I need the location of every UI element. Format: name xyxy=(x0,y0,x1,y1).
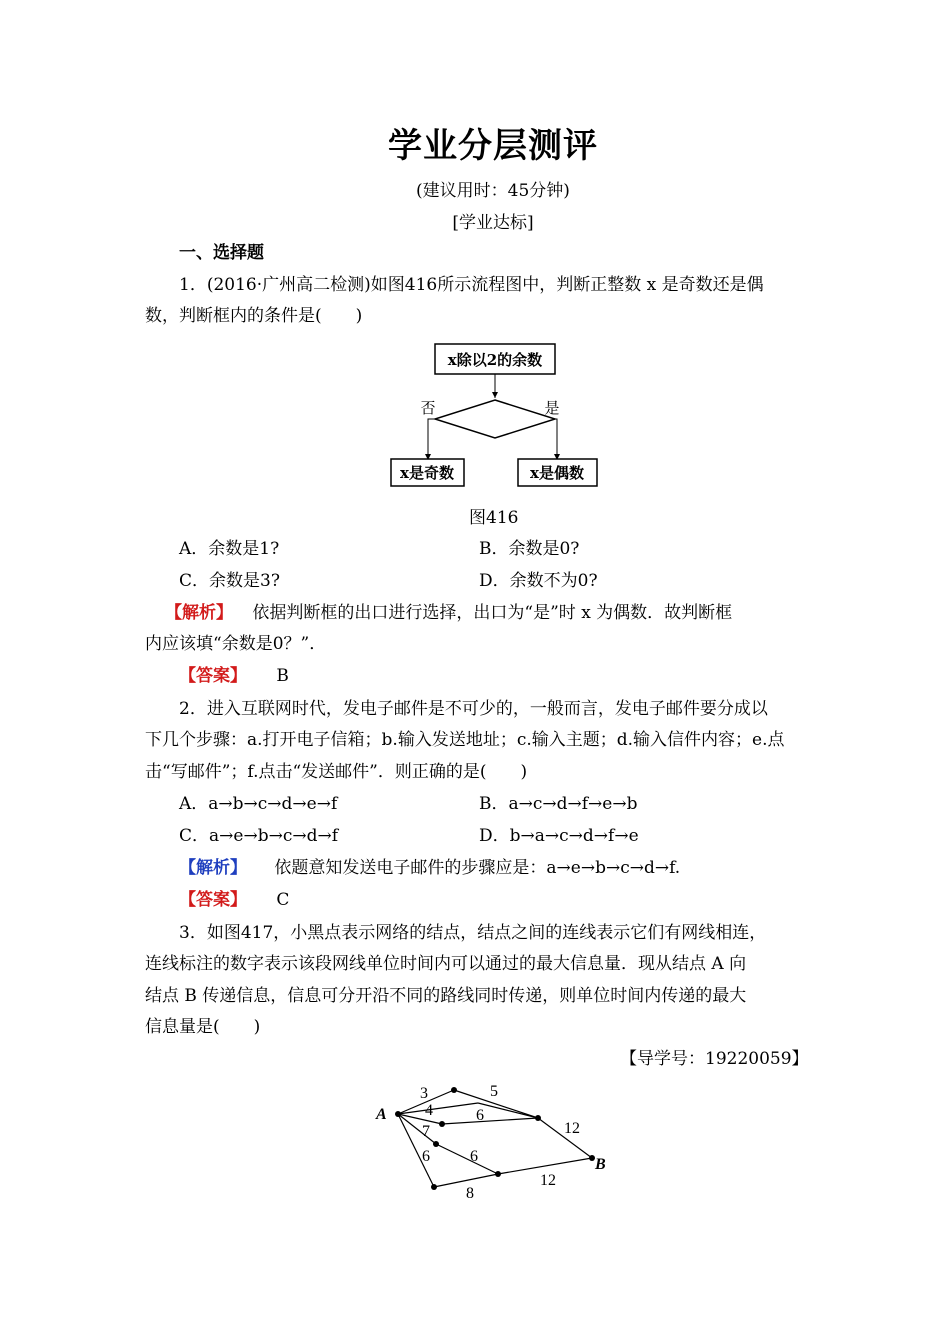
edge-upper-mid xyxy=(478,1103,538,1118)
q1-option-b: B．余数是0? xyxy=(479,539,580,559)
weight-label: 6 xyxy=(470,1148,478,1165)
q1-line-1: 1．(2016·广州高二检测)如图416所示流程图中，判断正整数 x 是奇数还是偶 xyxy=(179,275,764,295)
analysis-label: 【解析】 xyxy=(165,603,233,623)
weight-label: 3 xyxy=(420,1085,428,1102)
edge-lower-bottom xyxy=(436,1144,498,1174)
weight-label: 6 xyxy=(422,1148,430,1165)
weight-label: 4 xyxy=(425,1102,433,1119)
q1-line-2: 数，判断框内的条件是( ) xyxy=(145,306,363,326)
q2-option-d: D．b→a→c→d→f→e xyxy=(479,826,639,846)
q2-line-3: 击“写邮件”；f.点击“发送邮件”．则正确的是( ) xyxy=(145,762,528,782)
q2-line-2: 下几个步骤：a.打开电子信箱；b.输入发送地址；c.输入主题；d.输入信件内容；e.点 xyxy=(145,730,785,750)
q1-answer-value: B xyxy=(276,666,289,686)
flow-yes-label: 是 xyxy=(544,399,560,417)
answer-label: 【答案】 xyxy=(179,890,247,910)
flow-arrow-right xyxy=(555,419,557,460)
node-b-label: B xyxy=(595,1156,606,1173)
guide-number: 【导学号：19220059】 xyxy=(620,1049,809,1069)
node xyxy=(535,1115,541,1121)
figure-caption-416: 图416 xyxy=(469,508,519,528)
weight-label: 12 xyxy=(540,1172,556,1189)
q2-line-1: 2．进入互联网时代，发电子邮件是不可少的，一般而言，发电子邮件要分成以 xyxy=(179,699,768,719)
node xyxy=(433,1141,439,1147)
weight-label: 12 xyxy=(564,1120,580,1137)
q1-option-c: C．余数是3? xyxy=(179,571,280,591)
node-a xyxy=(395,1111,401,1117)
node xyxy=(451,1087,457,1093)
page-title: 学业分层测评 xyxy=(388,126,598,166)
q3-line-4: 信息量是( ) xyxy=(145,1017,261,1037)
q3-line-1: 3．如图417，小黑点表示网络的结点，结点之间的连线表示它们有网线相连， xyxy=(179,923,767,943)
q2-analysis-text: 依题意知发送电子邮件的步骤应是：a→e→b→c→d→f. xyxy=(274,858,681,878)
q2-analysis-row xyxy=(179,857,680,879)
q2-answer-value: C xyxy=(276,890,290,910)
node xyxy=(431,1184,437,1190)
node-a-label: A xyxy=(376,1106,387,1123)
weight-label: 7 xyxy=(422,1123,430,1140)
q1-analysis-row xyxy=(165,602,732,624)
q2-answer-row xyxy=(179,889,289,911)
flow-even-text: x是偶数 xyxy=(530,464,584,482)
weight-label: 8 xyxy=(466,1185,474,1202)
q1-option-d: D．余数不为0? xyxy=(479,571,598,591)
flowchart-diagram xyxy=(385,340,605,492)
q3-line-2: 连线标注的数字表示该段网线单位时间内可以通过的最大信息量．现从结点 A 向 xyxy=(145,954,747,974)
node xyxy=(495,1171,501,1177)
q3-line-3: 结点 B 传递信息，信息可分开沿不同的路线同时传递，则单位时间内传递的最大 xyxy=(145,986,747,1006)
flow-odd-text: x是奇数 xyxy=(400,464,454,482)
section-heading: [学业达标] xyxy=(452,213,534,233)
q2-option-a: A．a→b→c→d→e→f xyxy=(179,794,338,814)
edge-center-mid xyxy=(442,1118,538,1124)
q1-option-a: A．余数是1? xyxy=(179,539,280,559)
q2-option-c: C．a→e→b→c→d→f xyxy=(179,826,339,846)
q1-analysis-line-2: 内应该填“余数是0？”． xyxy=(145,634,327,654)
part-heading: 一、选择题 xyxy=(179,243,264,263)
time-suggestion: (建议用时：45分钟) xyxy=(416,181,570,201)
weight-label: 6 xyxy=(476,1107,484,1124)
answer-label: 【答案】 xyxy=(179,666,247,686)
flow-arrow-left xyxy=(428,419,435,460)
flow-no-label: 否 xyxy=(420,399,436,417)
network-diagram xyxy=(370,1078,620,1202)
analysis-label: 【解析】 xyxy=(179,858,247,878)
node xyxy=(439,1121,445,1127)
weight-label: 5 xyxy=(490,1083,498,1100)
flow-decision-diamond xyxy=(435,400,555,438)
flow-top-text: x除以2的余数 xyxy=(447,351,543,369)
q1-analysis-text: 依据判断框的出口进行选择，出口为“是”时 x 为偶数．故判断框 xyxy=(252,603,733,623)
q1-answer-row xyxy=(179,665,289,687)
q2-option-b: B．a→c→d→f→e→b xyxy=(479,794,638,814)
